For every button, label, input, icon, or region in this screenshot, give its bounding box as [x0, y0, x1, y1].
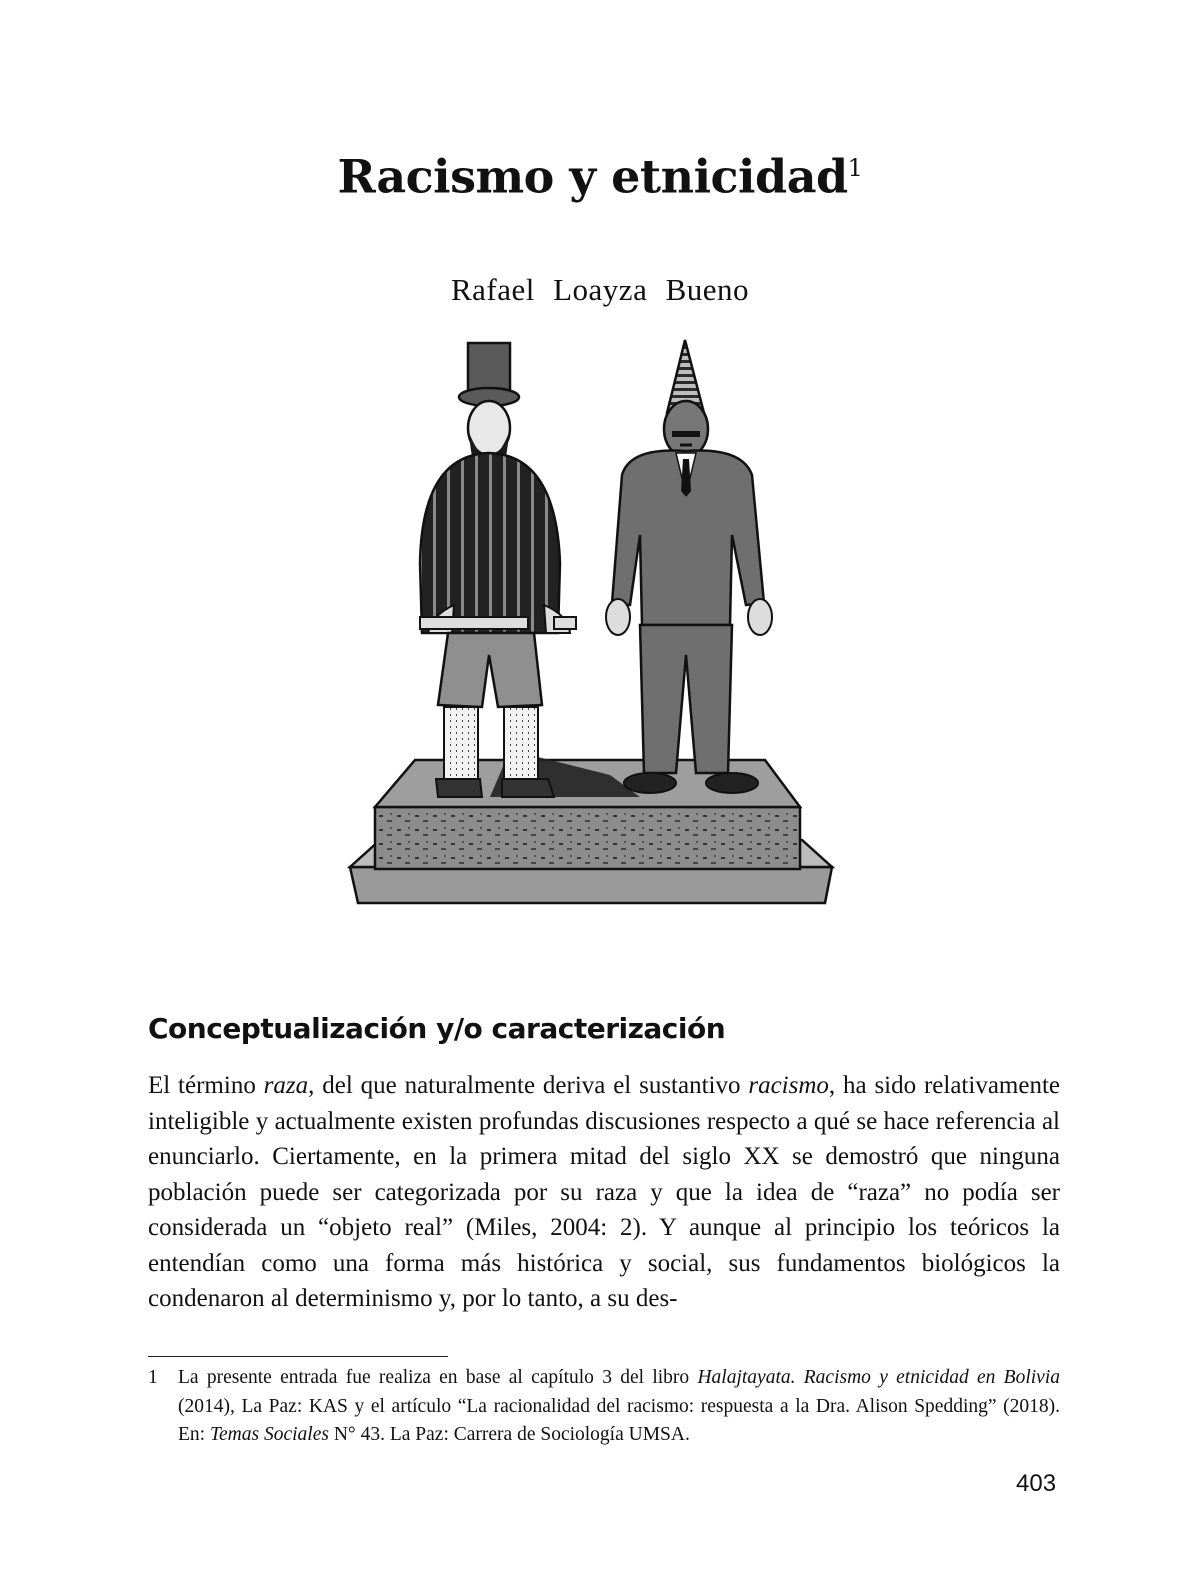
footnote-book-title: Halajtayata. Racismo y etnicidad en Bolivia — [697, 1367, 1060, 1388]
page-title — [0, 138, 1200, 206]
footnote-journal-title: Temas Sociales — [209, 1424, 329, 1445]
body-text-a: El término — [148, 1072, 264, 1099]
footnote-text-a: La presente entrada fue realiza en base al capítulo 3 del libro — [178, 1367, 698, 1388]
two-statues-on-pedestal-illustration — [340, 335, 840, 915]
body-term-raza: raza — [263, 1072, 309, 1099]
figure-poncho-man — [420, 343, 576, 797]
footnote-text-b: (2014), La Paz: KAS y el artículo “La racionalidad del racismo: respuesta a la Dra. Alison Spedding” (2018). En: — [178, 1395, 1060, 1445]
title-footnote-ref: 1 — [847, 154, 863, 182]
author-name: Rafael Loayza Bueno — [450, 272, 750, 307]
body-paragraph — [148, 1068, 1060, 1317]
footnote-text — [178, 1364, 1060, 1450]
page-number: 403 — [1016, 1470, 1057, 1497]
body-text-b: , del que naturalmente deriva el sustantivo — [308, 1072, 749, 1099]
body-text-c: , ha sido relativamente inteligible y actualmente existen profundas discusiones respecto a qué se hace referencia al enunciarlo. Ciertamente, en la primera mitad del siglo XX se demostró que ninguna población puede ser categorizada por su raza y que la idea de “raza” no podía ser considerada un “objeto real” (Miles, 2004: 2). Y aunque al principio los teóricos la entendían como una forma más histórica y social, sus fundamentos biológicos la condenaron al determinismo y, por lo tanto, a su des- — [148, 1072, 1060, 1312]
section-heading: Conceptualización y/o caracterización — [148, 1012, 726, 1045]
footnote-divider — [148, 1356, 448, 1357]
body-term-racismo: racismo — [748, 1072, 829, 1099]
footnote — [148, 1364, 1060, 1450]
title-text: Racismo y etnicidad — [337, 149, 848, 204]
figure-suited-man — [606, 340, 772, 793]
footnote-number: 1 — [148, 1367, 158, 1388]
pedestal — [350, 750, 832, 903]
footnote-text-c: N° 43. La Paz: Carrera de Sociología UMSA. — [328, 1424, 690, 1445]
